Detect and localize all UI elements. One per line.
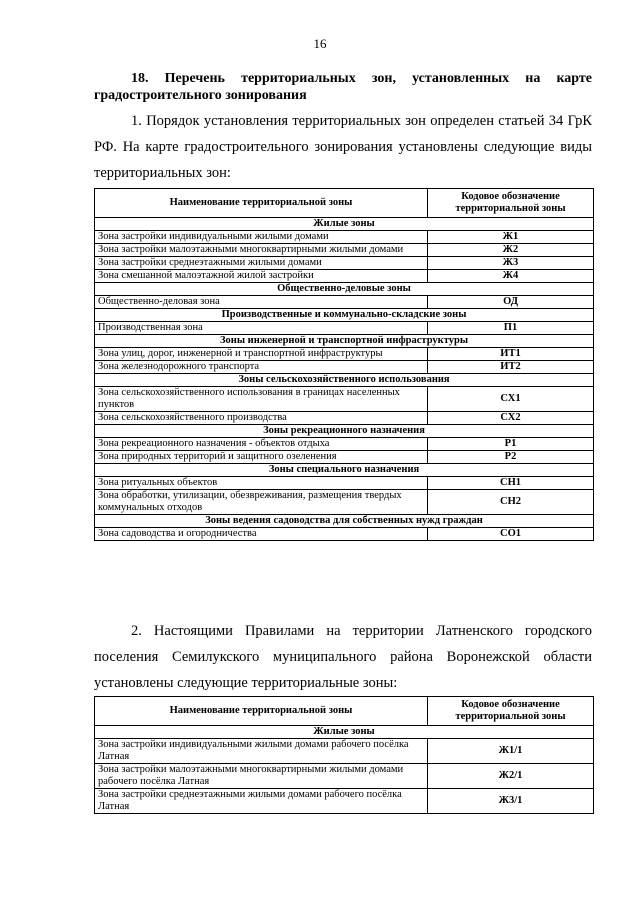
table-row (95, 764, 594, 789)
zone-code: П1 (428, 322, 594, 335)
zones-table-1-body (95, 218, 594, 541)
zone-code: Ж1 (428, 231, 594, 244)
zone-code: Ж1/1 (428, 739, 594, 764)
zone-name: Зона смешанной малоэтажной жилой застройки (95, 270, 428, 283)
page-number: 16 (313, 36, 327, 51)
zone-code: СХ2 (428, 412, 594, 425)
group-row (95, 726, 594, 739)
zone-name: Зона обработки, утилизации, обезвреживания, размещения твердых коммунальных отходов (95, 490, 428, 515)
zone-name: Зона застройки индивидуальными жилыми домами (95, 231, 428, 244)
zone-code: ИТ1 (428, 348, 594, 361)
section-heading (94, 70, 592, 104)
table-row (95, 490, 594, 515)
zone-name: Зона ритуальных объектов (95, 477, 428, 490)
zones-table-2 (94, 696, 594, 814)
zone-code: ИТ2 (428, 361, 594, 374)
zone-name: Зона застройки индивидуальными жилыми домами рабочего посёлка Латная (95, 739, 428, 764)
zone-group-title: Производственные и коммунально-складские зоны (95, 309, 594, 322)
zone-code: СО1 (428, 528, 594, 541)
zone-code: Ж4 (428, 270, 594, 283)
column-header-name: Наименование территориальной зоны (95, 697, 428, 726)
paragraph-1: 1. Порядок установления территориальных зон определен статьей 34 ГрК РФ. На карте градостроительного зонирования установлены следующие виды территориальных зон: (94, 113, 592, 181)
section-heading-line2: градостроительного зонирования (94, 88, 307, 103)
zone-code: Ж3/1 (428, 789, 594, 814)
table-header-row (95, 189, 594, 218)
zone-name: Зона застройки среднеэтажными жилыми домами (95, 257, 428, 270)
zone-code: Р1 (428, 438, 594, 451)
table-row (95, 451, 594, 464)
zone-code: СХ1 (428, 387, 594, 412)
group-row (95, 374, 594, 387)
table-row (95, 296, 594, 309)
table-header-row (95, 697, 594, 726)
zone-code: Ж2/1 (428, 764, 594, 789)
zone-group-title: Зоны ведения садоводства для собственных нужд граждан (95, 515, 594, 528)
column-header-name: Наименование территориальной зоны (95, 189, 428, 218)
table-row (95, 322, 594, 335)
zone-group-title: Жилые зоны (95, 726, 594, 739)
zone-code: СН1 (428, 477, 594, 490)
group-row (95, 464, 594, 477)
table-row (95, 348, 594, 361)
zone-name: Зона улиц, дорог, инженерной и транспортной инфраструктуры (95, 348, 428, 361)
zone-name: Зона сельскохозяйственного использования в границах населенных пунктов (95, 387, 428, 412)
table-row (95, 477, 594, 490)
table-row (95, 270, 594, 283)
paragraph-2: 2. Настоящими Правилами на территории Латненского городского поселения Семилукского муниципального района Воронежской области установлены следующие территориальные зоны: (94, 623, 592, 691)
table-row (95, 257, 594, 270)
table-row (95, 789, 594, 814)
zones-table-2-body (95, 726, 594, 814)
group-row (95, 283, 594, 296)
zone-name: Зона железнодорожного транспорта (95, 361, 428, 374)
table-row (95, 438, 594, 451)
zone-name: Зона застройки малоэтажными многоквартирными жилыми домами (95, 244, 428, 257)
zones-table-1 (94, 188, 594, 541)
zone-group-title: Зоны специального назначения (95, 464, 594, 477)
group-row (95, 425, 594, 438)
table-row (95, 739, 594, 764)
zone-name: Зона садоводства и огородничества (95, 528, 428, 541)
table-row (95, 387, 594, 412)
table-row (95, 412, 594, 425)
column-header-code: Кодовое обозначение территориальной зоны (428, 697, 594, 726)
zone-name: Общественно-деловая зона (95, 296, 428, 309)
group-row (95, 218, 594, 231)
column-header-code: Кодовое обозначение территориальной зоны (428, 189, 594, 218)
zone-code: ОД (428, 296, 594, 309)
table-row (95, 361, 594, 374)
group-row (95, 335, 594, 348)
zone-group-title: Жилые зоны (95, 218, 594, 231)
zone-name: Зона сельскохозяйственного производства (95, 412, 428, 425)
zone-group-title: Зоны рекреационного назначения (95, 425, 594, 438)
group-row (95, 515, 594, 528)
zone-name: Зона рекреационного назначения - объектов отдыха (95, 438, 428, 451)
zone-name: Зона застройки среднеэтажными жилыми домами рабочего посёлка Латная (95, 789, 428, 814)
table-row (95, 528, 594, 541)
zone-code: СН2 (428, 490, 594, 515)
zone-name: Зона застройки малоэтажными многоквартирными жилыми домами рабочего посёлка Латная (95, 764, 428, 789)
zone-name: Зона природных территорий и защитного озеленения (95, 451, 428, 464)
table-row (95, 244, 594, 257)
zone-group-title: Зоны сельскохозяйственного использования (95, 374, 594, 387)
table-row (95, 231, 594, 244)
zone-name: Производственная зона (95, 322, 428, 335)
zone-code: Ж3 (428, 257, 594, 270)
zone-code: Ж2 (428, 244, 594, 257)
zone-group-title: Общественно-деловые зоны (95, 283, 594, 296)
section-heading-line1: 18. Перечень территориальных зон, установленных на карте (131, 71, 592, 86)
zone-code: Р2 (428, 451, 594, 464)
group-row (95, 309, 594, 322)
zone-group-title: Зоны инженерной и транспортной инфраструктуры (95, 335, 594, 348)
